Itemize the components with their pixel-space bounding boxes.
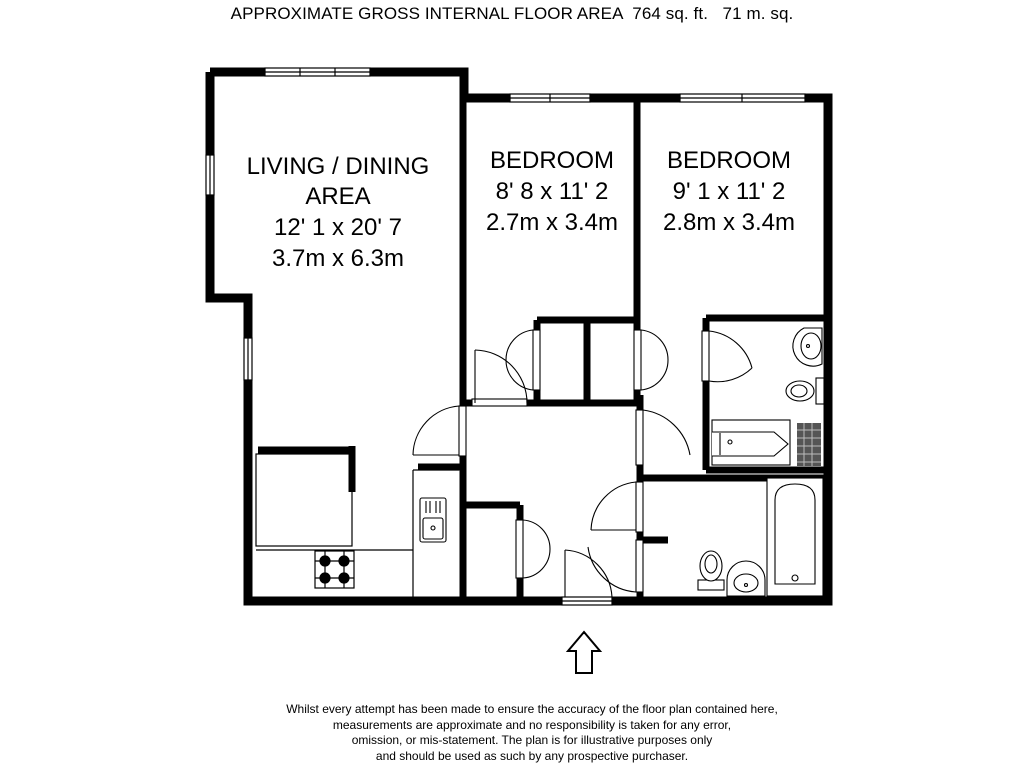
duct-hatch xyxy=(797,423,821,466)
floor-area-sqft: 764 sq. ft. xyxy=(632,4,709,23)
disclaimer-line: and should be used as such by any prospective purchaser. xyxy=(375,748,689,763)
hob-icon xyxy=(315,551,354,588)
floor-area-sqm: 71 m. sq. xyxy=(722,4,794,23)
bedroom2-size-metric: 2.8m x 3.4m xyxy=(662,209,796,236)
bathroom-toilet-icon xyxy=(698,551,724,590)
disclaimer-line: Whilst every attempt has been made to ensure the accuracy of the floor plan contained here, xyxy=(286,702,778,716)
floor-area-title: APPROXIMATE GROSS INTERNAL FLOOR AREA xyxy=(230,4,623,23)
bath-icon xyxy=(767,478,823,596)
bedroom1-size-metric: 2.7m x 3.4m xyxy=(485,209,619,236)
bathroom-basin-icon xyxy=(727,561,765,596)
disclaimer-line: omission, or mis-statement. The plan is for illustrative purposes only xyxy=(351,733,713,747)
bedroom2-label xyxy=(663,147,795,236)
living-room-size-metric: 3.7m x 6.3m xyxy=(271,245,405,272)
bedroom1-label xyxy=(486,147,618,236)
living-room-size-imperial: 12' 1 x 20' 7 xyxy=(274,214,402,241)
bedroom1-name: BEDROOM xyxy=(489,147,615,174)
living-room-name: LIVING / DINING xyxy=(246,153,430,180)
living-room-name-line2: AREA xyxy=(305,183,371,210)
entrance-arrow-icon xyxy=(568,632,600,673)
bedroom1-size-imperial: 8' 8 x 11' 2 xyxy=(495,178,609,205)
living-room-label xyxy=(247,153,430,272)
shower-tray-icon xyxy=(712,420,790,465)
toilet-icon xyxy=(786,378,824,404)
bedroom2-name: BEDROOM xyxy=(666,147,792,174)
basin-icon xyxy=(793,328,822,366)
bedroom2-size-imperial: 9' 1 x 11' 2 xyxy=(672,178,786,205)
kitchen-sink-icon xyxy=(420,498,446,542)
disclaimer xyxy=(212,702,852,764)
disclaimer-line: measurements are approximate and no responsibility is taken for any error, xyxy=(332,717,732,732)
